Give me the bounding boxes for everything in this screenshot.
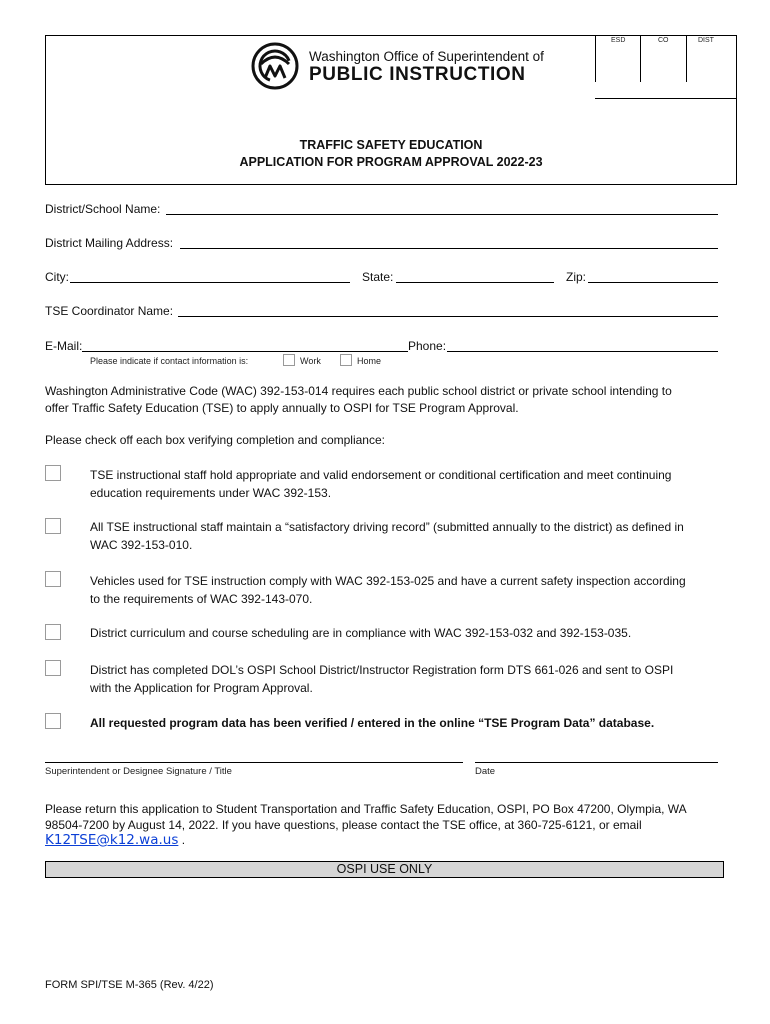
esd-label: ESD [611, 37, 626, 44]
dist-label: DIST [698, 37, 714, 44]
checklist-item-4 [90, 624, 720, 642]
checklist-item-3 [90, 572, 720, 608]
checklist-item-1-line-2: education requirements under WAC 392-153. [90, 486, 332, 500]
checklist-item-3-line-2: to the requirements of WAC 392-143-070. [90, 592, 313, 606]
city-label: City: [45, 270, 69, 284]
phone-field[interactable] [447, 351, 718, 352]
checklist-item-5 [90, 661, 720, 697]
check-instruction: Please check off each box verifying completion and compliance: [45, 433, 385, 447]
district-school-label: District/School Name: [45, 202, 161, 216]
form-title: TRAFFIC SAFETY EDUCATION [299, 138, 483, 152]
state-field[interactable] [396, 282, 554, 283]
org-name: Washington Office of Superintendent of [309, 49, 544, 64]
mailing-address-label: District Mailing Address: [45, 236, 174, 250]
date-line[interactable] [475, 762, 718, 763]
ospi-use-only-bar: OSPI USE ONLY [45, 861, 724, 878]
email-link[interactable]: K12TSE@k12.wa.us [45, 832, 179, 848]
coordinator-field[interactable] [178, 316, 718, 317]
ospi-logo-icon [251, 42, 299, 90]
office-use-codes [595, 35, 737, 99]
work-label: Work [300, 356, 321, 366]
coordinator-label: TSE Coordinator Name: [45, 304, 174, 318]
email-label: E-Mail: [45, 339, 83, 353]
phone-label: Phone: [408, 339, 447, 353]
checklist-item-2-line-2: WAC 392-153-010. [90, 538, 193, 552]
checklist-item-1 [90, 466, 720, 502]
checklist-item-2-line-1: All TSE instructional staff maintain a “satisfactory driving record” (submitted annually to the district) as defined in [90, 520, 684, 534]
checklist-item-5-line-1: District has completed DOL’s OSPI School District/Instructor Registration form DTS 661-026 and sent to OSPI [90, 663, 674, 677]
form-subtitle: APPLICATION FOR PROGRAM APPROVAL 2022-23 [239, 155, 543, 169]
checklist-item-5-line-2: with the Application for Program Approval. [90, 681, 313, 695]
form-footer: FORM SPI/TSE M-365 (Rev. 4/22) [45, 979, 214, 991]
checklist-item-4-line-1: District curriculum and course scheduling are in compliance with WAC 392-153-032 and 392-153-035. [90, 626, 632, 640]
checklist-item-3-line-1: Vehicles used for TSE instruction comply with WAC 392-153-025 and have a current safety inspection according [90, 574, 686, 588]
return-period: . [181, 833, 186, 847]
contact-type-hint: Please indicate if contact information is: [90, 356, 249, 366]
return-line-2: 98504-7200 by August 14, 2022. If you have questions, please contact the TSE office, at 360-725-6121, or email [45, 818, 642, 832]
city-field[interactable] [70, 282, 350, 283]
co-label: CO [658, 37, 669, 44]
signature-label: Superintendent or Designee Signature / Title [45, 766, 232, 777]
district-school-field[interactable] [166, 214, 718, 215]
zip-label: Zip: [566, 270, 587, 284]
email-field[interactable] [82, 351, 408, 352]
zip-field[interactable] [588, 282, 718, 283]
checklist-checkbox-1[interactable] [45, 465, 61, 481]
checklist-item-6-line-1: All requested program data has been verified / entered in the online “TSE Program Data” database. [90, 716, 655, 730]
checklist-checkbox-6[interactable] [45, 713, 61, 729]
mailing-address-field[interactable] [180, 248, 718, 249]
return-line-1: Please return this application to Student Transportation and Traffic Safety Education, OSPI, PO Box 47200, Olympia, WA [45, 802, 687, 816]
work-checkbox[interactable] [283, 354, 295, 366]
checklist-item-2 [90, 518, 720, 554]
state-label: State: [362, 270, 394, 284]
signature-line[interactable] [45, 762, 463, 763]
home-checkbox[interactable] [340, 354, 352, 366]
return-line-3 [45, 832, 185, 849]
checklist-checkbox-3[interactable] [45, 571, 61, 587]
intro-line-2: offer Traffic Safety Education (TSE) to apply annually to OSPI for TSE Program Approval. [45, 401, 519, 415]
checklist-item-1-line-1: TSE instructional staff hold appropriate and valid endorsement or conditional certification and meet continuing [90, 468, 672, 482]
intro-line-1: Washington Administrative Code (WAC) 392-153-014 requires each public school district or private school intending to [45, 384, 672, 398]
checklist-item-6 [90, 714, 720, 732]
checklist-checkbox-2[interactable] [45, 518, 61, 534]
checklist-checkbox-5[interactable] [45, 660, 61, 676]
home-label: Home [357, 356, 382, 366]
office-codes-underline [595, 98, 737, 99]
date-label: Date [475, 766, 496, 777]
checklist-checkbox-4[interactable] [45, 624, 61, 640]
org-public-instruction: PUBLIC INSTRUCTION [309, 64, 526, 85]
